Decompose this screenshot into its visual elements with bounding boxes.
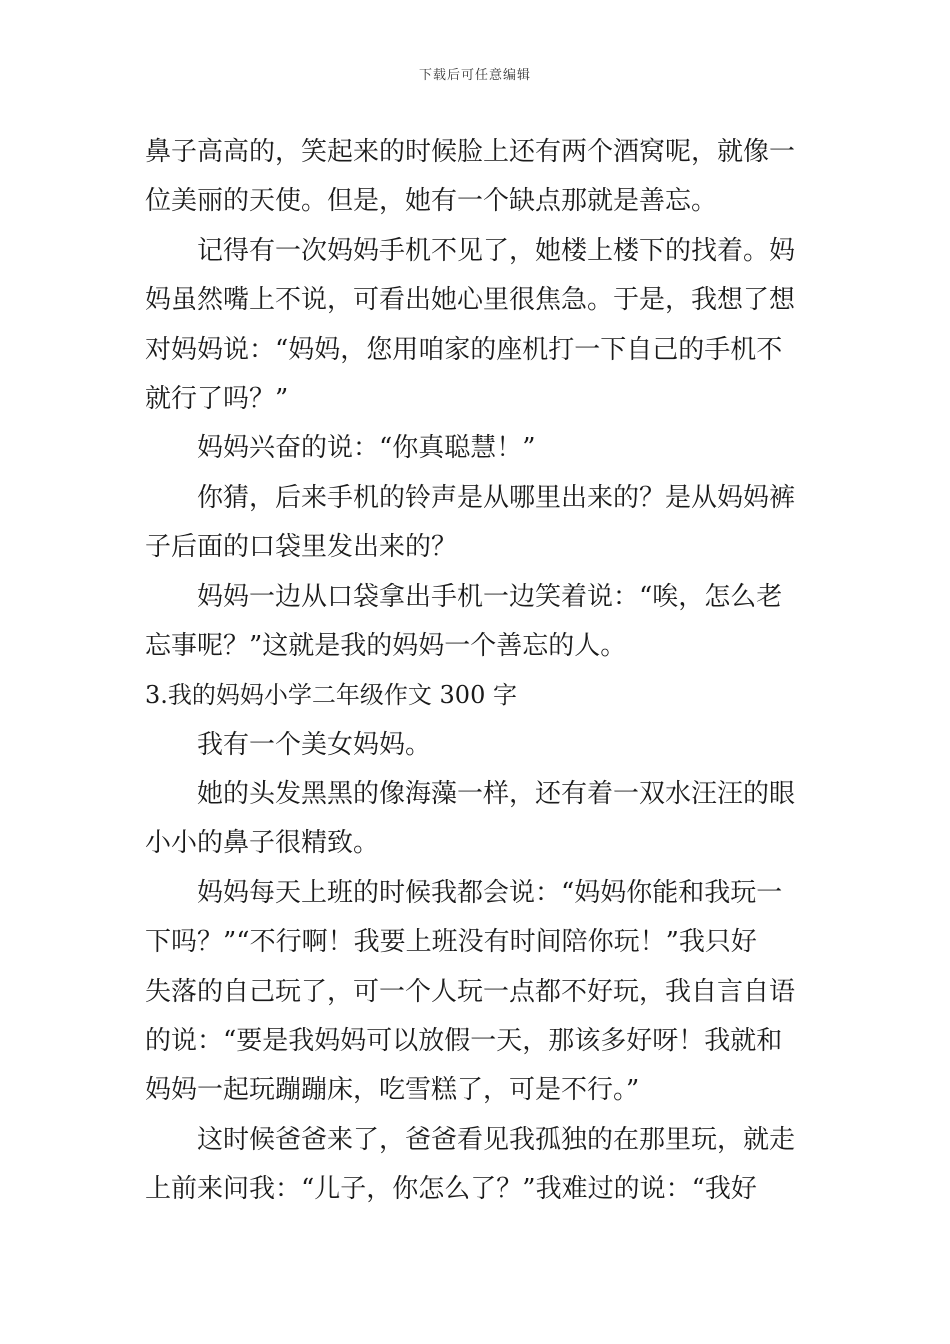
text-line: 妈妈一边从口袋拿出手机一边笑着说：“唉，怎么老 xyxy=(197,581,783,612)
section-heading: 3.我的妈妈小学二年级作文 300 字 xyxy=(145,681,517,710)
text-line: 忘事呢？”这就是我的妈妈一个善忘的人。 xyxy=(145,630,627,661)
text-line: 妈虽然嘴上不说，可看出她心里很焦急。于是，我想了想 xyxy=(145,285,796,316)
document-body xyxy=(145,128,810,1215)
text-line: 这时候爸爸来了，爸爸看见我孤独的在那里玩，就走 xyxy=(197,1124,796,1155)
text-line: 小小的鼻子很精致。 xyxy=(145,828,380,859)
text-line: 子后面的口袋里发出来的？ xyxy=(145,532,458,563)
text-line: 妈妈每天上班的时候我都会说：“妈妈你能和我玩一 xyxy=(197,877,783,908)
text-line: 鼻子高高的，笑起来的时候脸上还有两个酒窝呢，就像一 xyxy=(145,137,796,167)
text-line: 上前来问我：“儿子，你怎么了？”我难过的说：“我好 xyxy=(145,1174,757,1205)
text-line: 妈妈一起玩蹦蹦床，吃雪糕了，可是不行。” xyxy=(145,1075,640,1106)
text-line: 你猜，后来手机的铃声是从哪里出来的？是从妈妈裤 xyxy=(197,482,796,513)
text-line: 失落的自己玩了，可一个人玩一点都不好玩，我自言自语 xyxy=(145,976,796,1007)
text-line: 妈妈兴奋的说：“你真聪慧！” xyxy=(197,433,536,464)
text-line: 下吗？”“不行啊！我要上班没有时间陪你玩！”我只好 xyxy=(145,927,757,958)
text-line: 我有一个美女妈妈。 xyxy=(197,729,432,760)
page-header: 下载后可任意编辑 xyxy=(418,68,531,83)
text-line: 对妈妈说：“妈妈，您用咱家的座机打一下自己的手机不 xyxy=(145,334,783,365)
text-line: 就行了吗？” xyxy=(145,383,289,414)
text-line: 的说：“要是我妈妈可以放假一天，那该多好呀！我就和 xyxy=(145,1026,783,1057)
text-line: 位美丽的天使。但是，她有一个缺点那就是善忘。 xyxy=(145,186,718,217)
text-line: 记得有一次妈妈手机不见了，她楼上楼下的找着。妈 xyxy=(197,235,796,266)
text-line: 她的头发黑黑的像海藻一样，还有着一双水汪汪的眼 xyxy=(197,779,796,810)
